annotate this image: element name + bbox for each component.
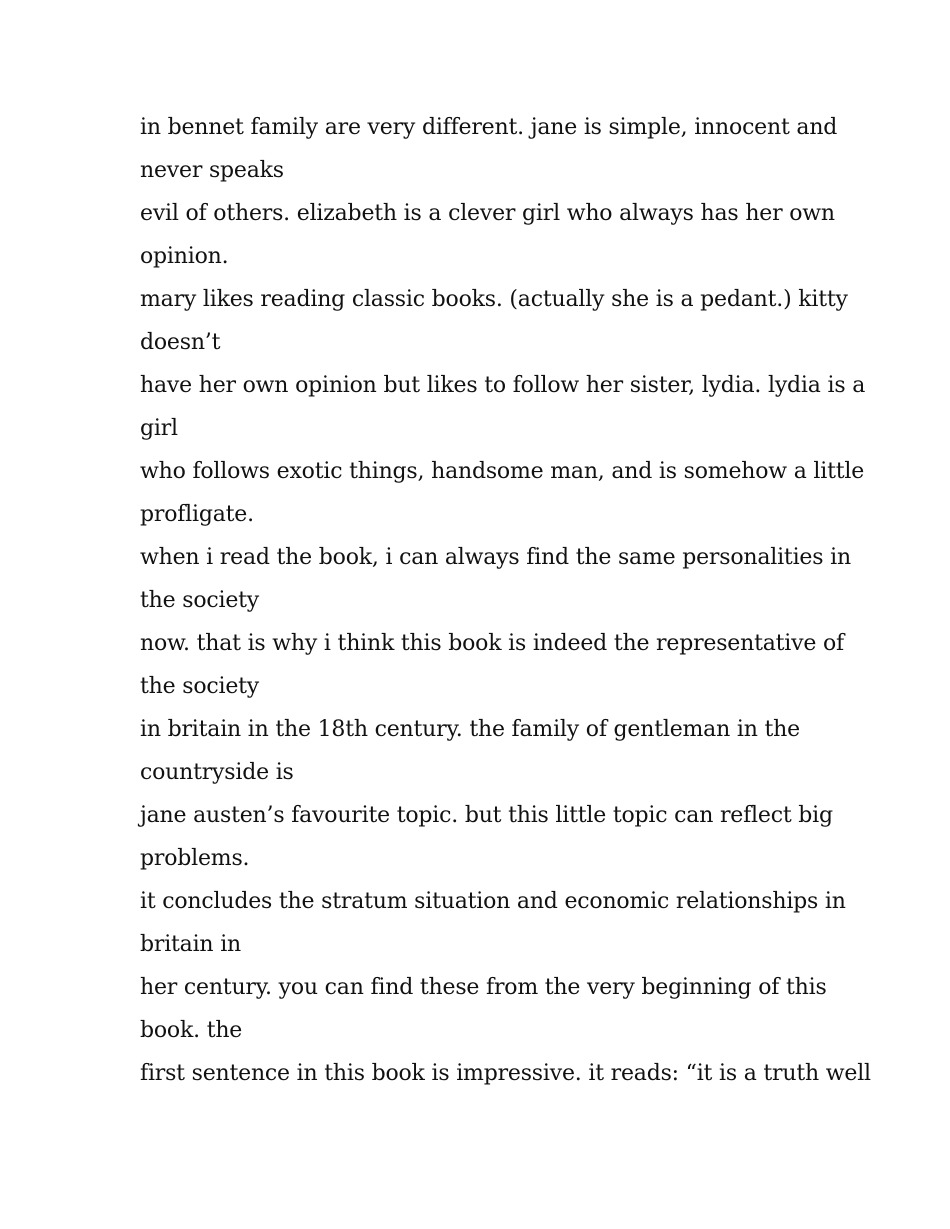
text-line: britain in	[140, 932, 241, 957]
text-line: it concludes the stratum situation and economic relationships in	[140, 889, 846, 914]
text-line: have her own opinion but likes to follow her sister, lydia. lydia is a	[140, 373, 866, 398]
text-line: jane austen’s favourite topic. but this little topic can reflect big	[140, 803, 833, 828]
text-line: profligate.	[140, 502, 254, 527]
text-line: who follows exotic things, handsome man, and is somehow a little	[140, 459, 865, 484]
text-line: never speaks	[140, 158, 284, 183]
text-line: her century. you can find these from the very beginning of this	[140, 975, 827, 1000]
text-line: opinion.	[140, 244, 229, 269]
text-line: doesn’t	[140, 330, 221, 355]
text-line: girl	[140, 416, 178, 441]
text-line: first sentence in this book is impressive. it reads: “it is a truth well	[140, 1061, 871, 1086]
text-line: when i read the book, i can always find the same personalities in	[140, 545, 851, 570]
text-line: now. that is why i think this book is indeed the representative of	[140, 631, 844, 656]
text-line: in britain in the 18th century. the family of gentleman in the	[140, 717, 800, 742]
text-line: the society	[140, 674, 260, 699]
text-line: in bennet family are very different. jane is simple, innocent and	[140, 115, 838, 140]
body-text	[140, 106, 871, 1095]
text-line: countryside is	[140, 760, 294, 785]
text-line: book. the	[140, 1018, 243, 1043]
text-line: mary likes reading classic books. (actually she is a pedant.) kitty	[140, 287, 848, 312]
text-line: the society	[140, 588, 260, 613]
text-line: evil of others. elizabeth is a clever girl who always has her own	[140, 201, 835, 226]
text-line: problems.	[140, 846, 250, 871]
